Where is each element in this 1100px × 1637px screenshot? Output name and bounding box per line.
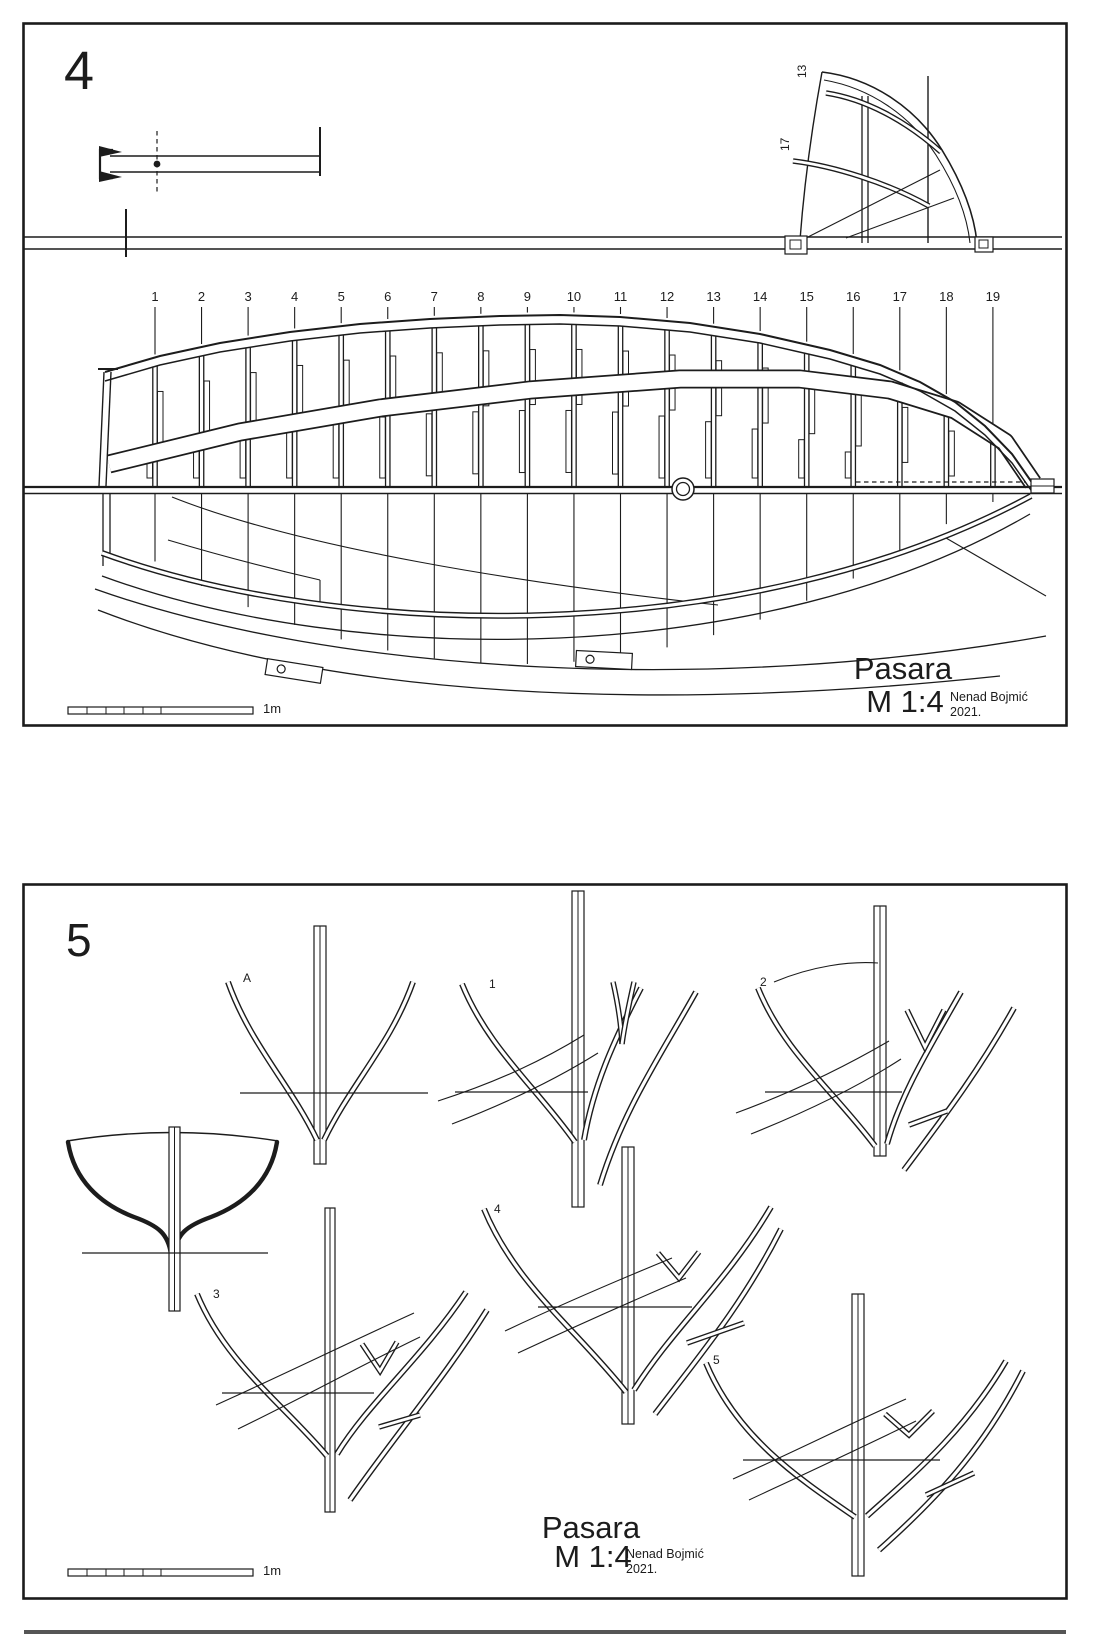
frame-number: 18: [939, 289, 954, 304]
hull-frame-elevation: [147, 289, 1000, 664]
next-sheet-edge: [24, 1630, 1066, 1634]
frame-number: 15: [799, 289, 814, 304]
frame-number: 13: [706, 289, 721, 304]
frame-number: 10: [566, 289, 582, 304]
strongback-rail: [23, 237, 1062, 249]
floor-pad-detail: [265, 659, 323, 684]
author-name: Nenad Bojmić: [950, 690, 1028, 704]
frame-number: 6: [384, 289, 392, 304]
frame-number: 14: [752, 289, 768, 304]
plan-sheet-5: [22, 883, 1068, 1600]
sheet4-drawing: [22, 22, 1068, 727]
frame-number: 4: [291, 289, 299, 304]
plan-sheet-4: [22, 22, 1068, 727]
author-credit: [950, 690, 1028, 720]
frame-number: 5: [337, 289, 345, 304]
mast-ring-detail: [672, 478, 694, 500]
frame-label-3: 3: [213, 1287, 220, 1301]
frame-number: 11: [613, 289, 628, 304]
sheet5-drawing: [22, 883, 1068, 1600]
frame-number: 7: [430, 289, 438, 304]
plan-scale: M 1:4: [866, 684, 944, 719]
scale-bar: [68, 1569, 253, 1576]
frame-number: 2: [197, 289, 206, 304]
midship-section: [67, 1127, 278, 1311]
sheet-number: 4: [64, 41, 95, 101]
scale-bar: [68, 707, 253, 714]
frame-keel-posts: [314, 891, 886, 1576]
plan-title: Pasara: [853, 651, 953, 686]
frame-label-4: 4: [494, 1202, 501, 1216]
floor-pad-detail: [576, 651, 633, 670]
plan-scale: M 1:4: [554, 1539, 632, 1574]
frame-number: 16: [846, 289, 861, 304]
author-credit: [626, 1547, 704, 1577]
frame-label-1: 1: [489, 977, 496, 991]
frame-number: 8: [477, 289, 485, 304]
frame-section-3: [197, 1292, 487, 1500]
frame-number: 1: [151, 289, 159, 304]
scale-bar-label: 1m: [263, 1563, 282, 1578]
transom-detail: [785, 72, 993, 254]
frame-label-2: 2: [760, 975, 767, 989]
author-name: Nenad Bojmić: [626, 1547, 704, 1561]
frame-number: 3: [244, 289, 252, 304]
frame-label-5: 5: [713, 1353, 720, 1367]
frame-label-a: A: [243, 971, 252, 985]
transom-label-17: 17: [778, 137, 792, 151]
plan-title: Pasara: [541, 1510, 641, 1545]
author-year: 2021.: [950, 704, 982, 719]
author-year: 2021.: [626, 1561, 658, 1576]
transom-label-13: 13: [795, 64, 809, 78]
frame-number: 17: [892, 289, 908, 304]
scale-bar-label: 1m: [263, 701, 282, 716]
frame-number: 9: [523, 289, 532, 304]
frame-number: 12: [659, 289, 675, 304]
frame-number: 19: [985, 289, 1001, 304]
sheet-number: 5: [66, 914, 92, 966]
